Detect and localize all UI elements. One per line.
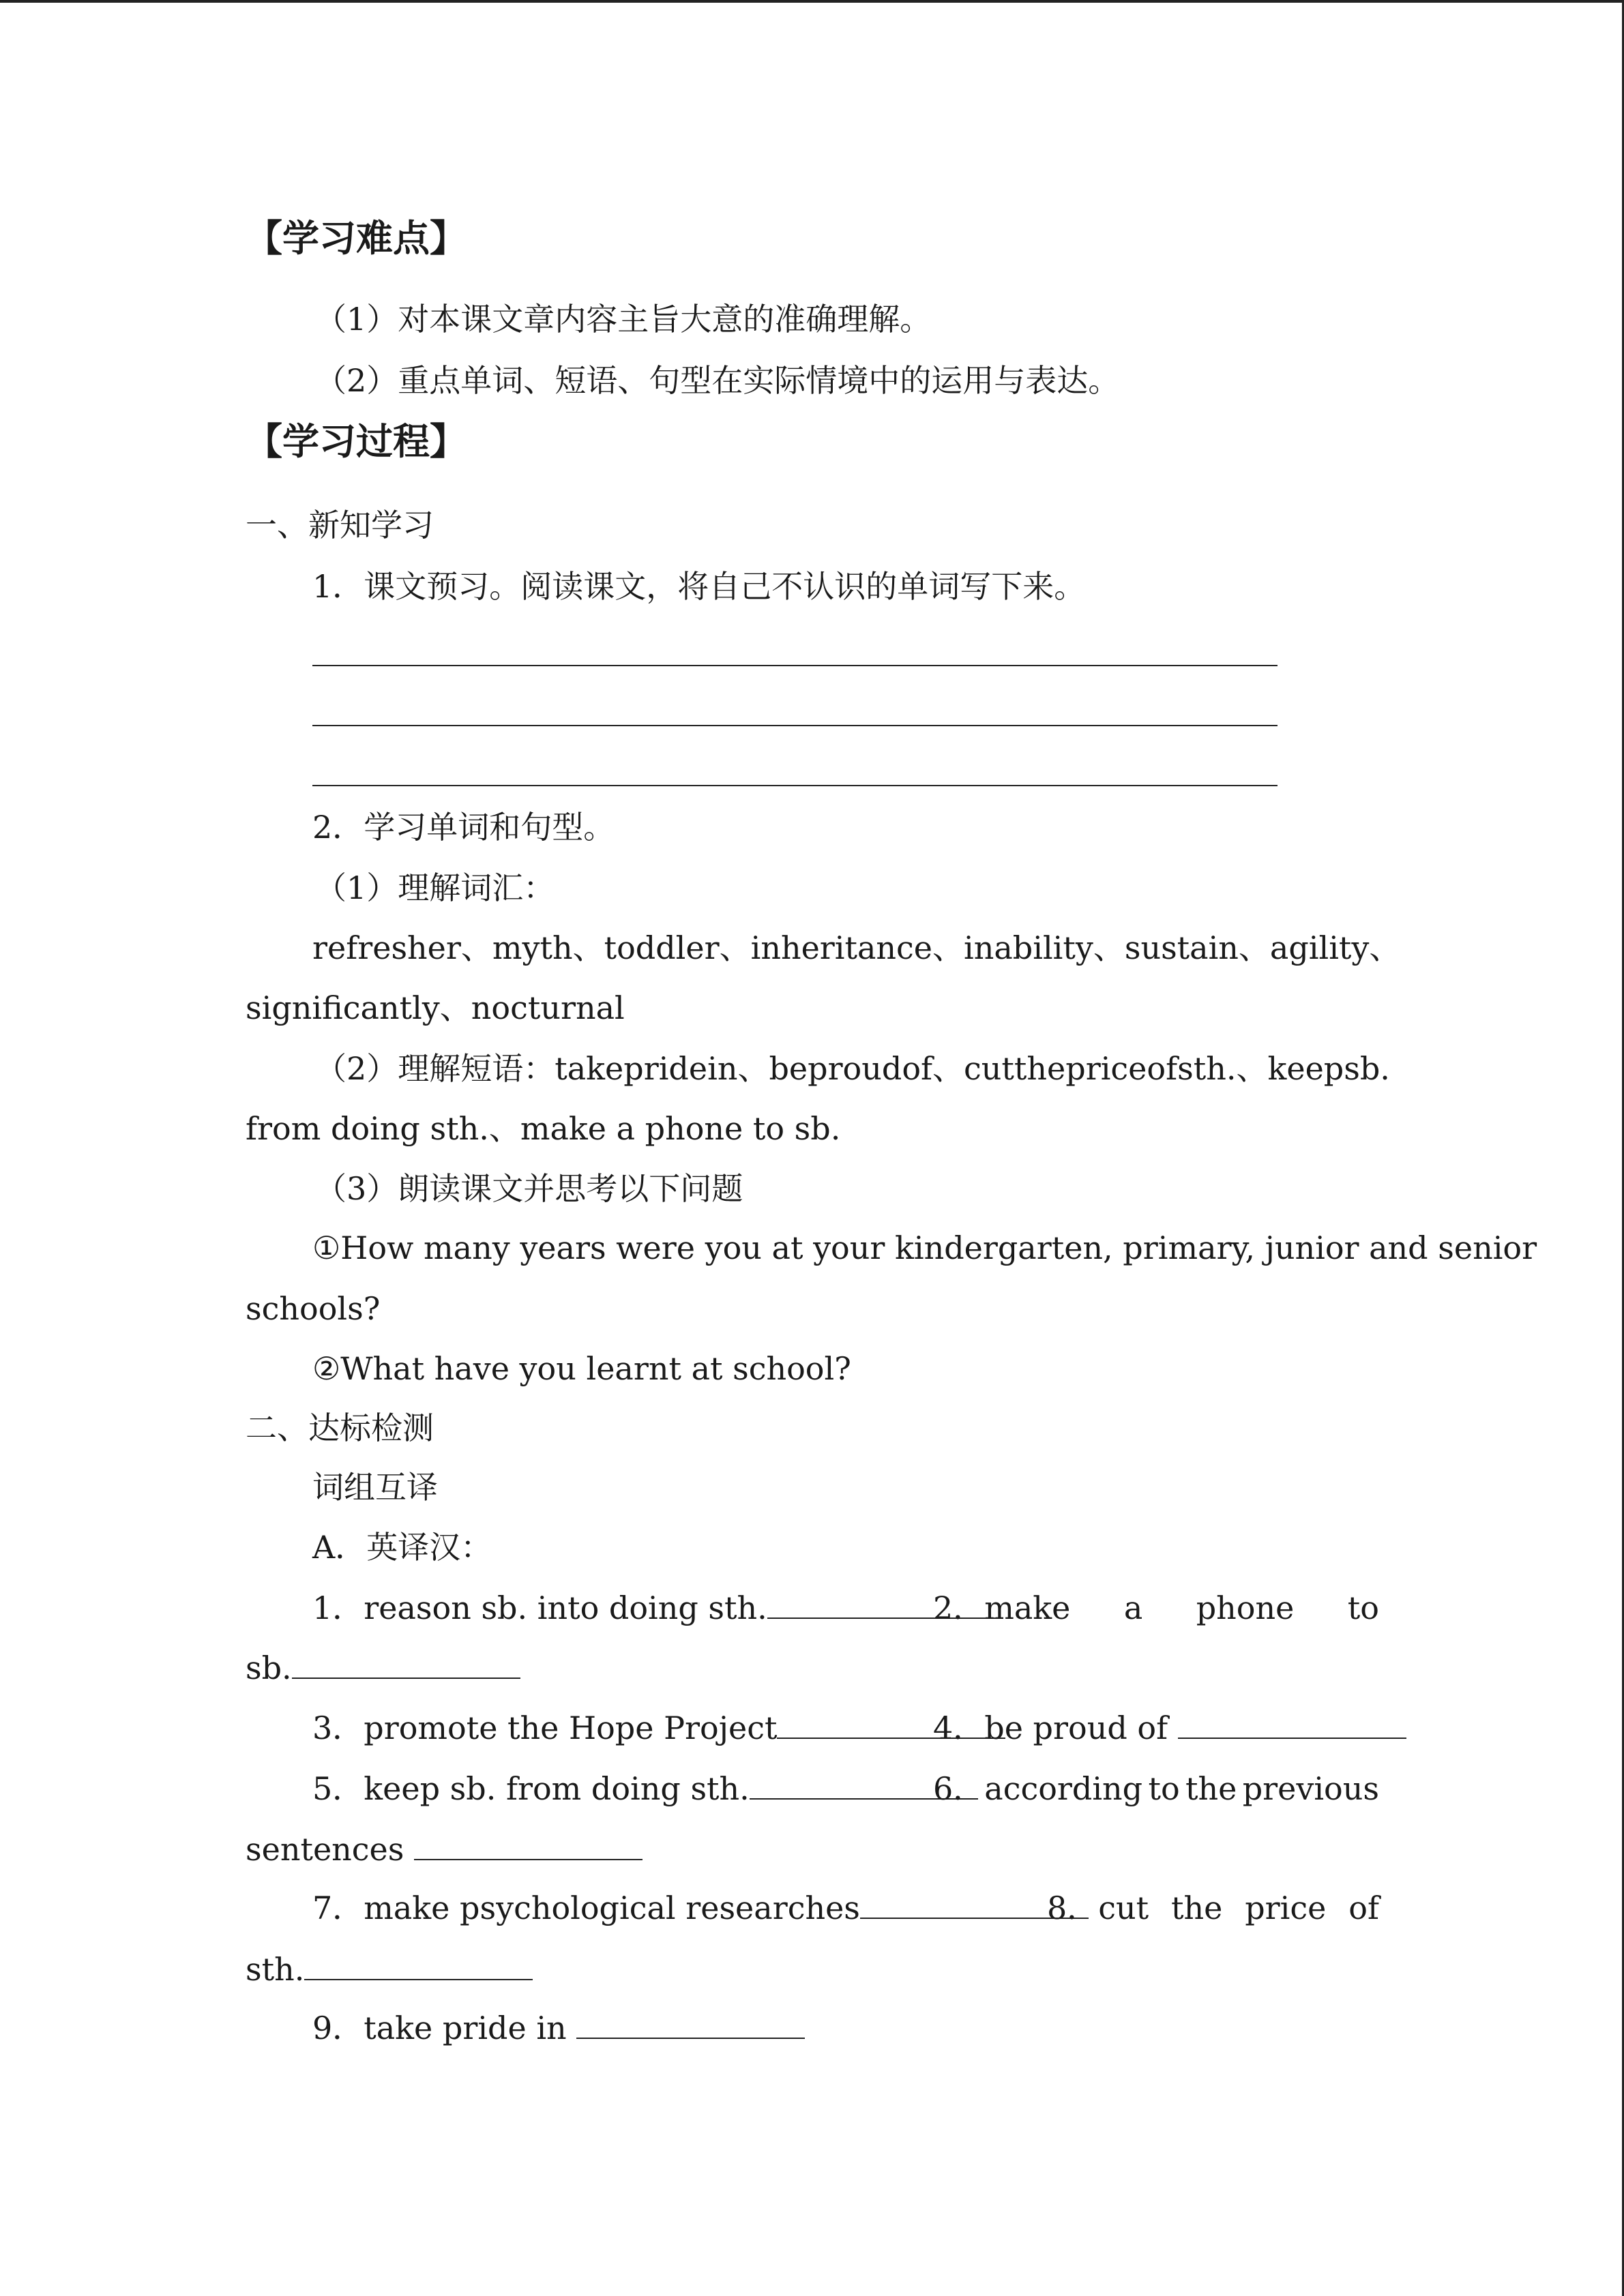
answer-line-1[interactable] (312, 665, 1278, 666)
exercise-9-text: 9．take pride in (312, 2010, 577, 2046)
exercise-title: 词组互译 (312, 1469, 438, 1506)
question-1-line-1: ①How many years were you at your kindergarten, primary, junior and senior (312, 1229, 1537, 1266)
page-top-border (0, 0, 1624, 3)
exercise-7-text: 7．make psychological researches (312, 1890, 860, 1926)
phrase-line-2: from doing sth.、make a phone to sb. (246, 1110, 841, 1147)
exercise-2-tail-text: sb. (246, 1650, 292, 1686)
exercise-2-word: 2．make (933, 1590, 1071, 1626)
exercise-6-word: to (1148, 1770, 1180, 1807)
phrase-word: sb. (1344, 1050, 1390, 1087)
phrase-word: proud (808, 1050, 902, 1087)
phrase-word: the (1014, 1050, 1066, 1087)
exercise-9 (312, 2008, 805, 2048)
exercise-3 (312, 1708, 1005, 1748)
exercise-5-text: 5．keep sb. from doing sth. (312, 1770, 750, 1807)
phrase-word: of (1147, 1050, 1178, 1087)
exercise-2-blank[interactable] (292, 1648, 520, 1679)
answer-line-2[interactable] (312, 725, 1278, 726)
exercise-2-word: to (1347, 1590, 1379, 1626)
exercise-6-tail (246, 1829, 643, 1870)
step2-text: 2．学习单词和句型。 (312, 809, 615, 846)
section1-title: 一、新知学习 (246, 507, 434, 543)
exercise-8-word: of (1348, 1890, 1379, 1926)
exercise-8-word: 8．cut (1047, 1890, 1149, 1926)
difficulties-heading: 【学习难点】 (246, 217, 467, 260)
difficulty-item-2: （2）重点单词、短语、句型在实际情境中的运用与表达。 (315, 362, 1120, 399)
answer-line-3[interactable] (312, 785, 1278, 786)
exercise-7 (312, 1888, 1089, 1928)
difficulty-item-1: （1）对本课文章内容主旨大意的准确理解。 (315, 301, 932, 338)
step1-text: 1．课文预习。阅读课文，将自己不认识的单词写下来。 (312, 568, 1086, 605)
exercise-6-blank[interactable] (414, 1829, 643, 1860)
question-1-line-2: schools? (246, 1290, 381, 1327)
exercise-6 (933, 1768, 1379, 1809)
exercise-2-tail (246, 1648, 520, 1688)
phrase-word: of、cut (902, 1050, 1014, 1087)
question-label: （3）朗读课文并思考以下问题 (315, 1170, 743, 1207)
exercise-6-word: 6．according (933, 1770, 1143, 1807)
exercise-6-word: previous (1242, 1770, 1379, 1807)
exercise-8-tail (246, 1949, 533, 1990)
exercise-3-text: 3．promote the Hope Project (312, 1710, 778, 1746)
exercise-4-blank[interactable] (1178, 1708, 1406, 1739)
exercise-9-blank[interactable] (576, 2008, 805, 2039)
exercise-8-tail-text: sth. (246, 1951, 305, 1988)
exercise-1-text: 1．reason sb. into doing sth. (312, 1590, 767, 1626)
exercise-1 (312, 1587, 996, 1628)
phrase-word: （2）理解短语：take (315, 1050, 624, 1087)
part-a-label: A．英译汉： (312, 1529, 492, 1566)
question-2: ②What have you learnt at school? (312, 1350, 851, 1387)
exercise-2 (933, 1587, 1379, 1628)
exercise-5 (312, 1768, 978, 1809)
vocab-label: （1）理解词汇： (315, 869, 555, 906)
phrase-word: pride (623, 1050, 708, 1087)
phrase-word: in、be (707, 1050, 808, 1087)
process-heading: 【学习过程】 (246, 420, 467, 463)
phrase-word: sth.、keep (1177, 1050, 1344, 1087)
exercise-2-word: phone (1196, 1590, 1295, 1626)
phrase-line-1 (315, 1048, 1390, 1089)
exercise-6-word: the (1185, 1770, 1237, 1807)
exercise-4-text: 4．be proud of (933, 1710, 1178, 1746)
exercise-8 (1047, 1888, 1379, 1928)
exercise-8-word: price (1245, 1890, 1327, 1926)
phrase-word: price (1065, 1050, 1147, 1087)
exercise-4 (933, 1708, 1406, 1748)
section2-title: 二、达标检测 (246, 1410, 434, 1446)
exercise-8-blank[interactable] (304, 1949, 533, 1980)
exercise-8-word: the (1171, 1890, 1223, 1926)
vocab-line-1: refresher、myth、toddler、inheritance、inability、sustain、agility、 (312, 929, 1401, 966)
vocab-line-2: significantly、nocturnal (246, 989, 625, 1026)
exercise-6-tail-text: sentences (246, 1831, 415, 1868)
exercise-2-word: a (1123, 1590, 1143, 1626)
